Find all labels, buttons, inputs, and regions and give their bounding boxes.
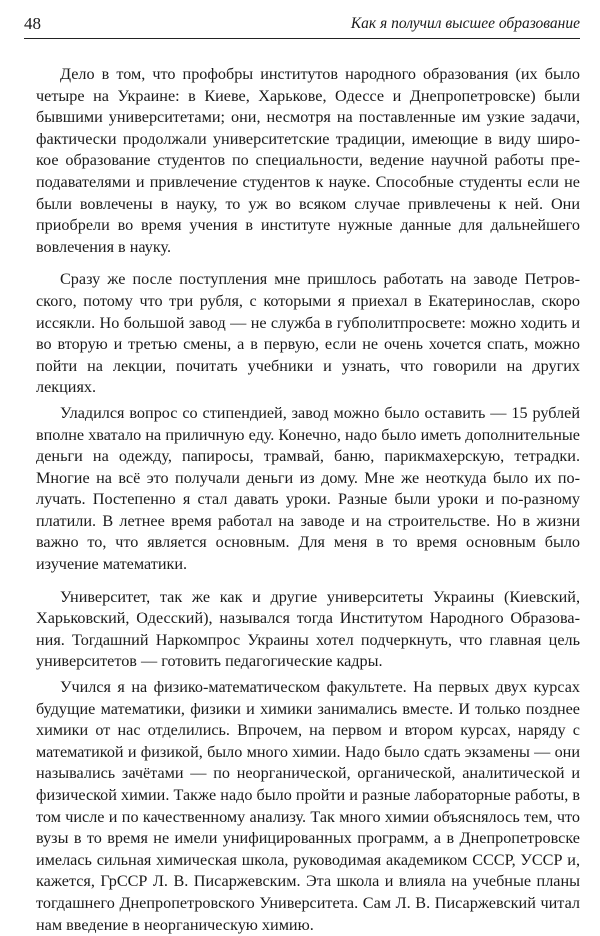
running-header xyxy=(24,14,580,39)
paragraph-3: Уладился вопрос со стипендией, завод можно было оставить — 15 рублей вполне хватало на приличную еду. Конечно, надо было иметь дополнительные деньги на одежду, папиросы, трамвай, баню, парикмахерскую, тетрадки. Многие на всё это получали деньги из дому. Мне же неоткуда было их получать. Постепенно я стал давать уроки. Разные были уроки и по-разному платили. В летнее время работал на заводе и на строительстве. Но в жизни важно то, что является основным. Для меня в то время основным было изучение математики. xyxy=(36,403,580,574)
paragraph-4: Университет, так же как и другие университеты Украины (Киевский, Харьковский, Одесский), назывался тогда Институтом Народного Образования. Тогдашний Наркомпрос Украины хотел подчеркнуть, что главная цель университетов — готовить педагогические кадры. xyxy=(36,587,580,671)
page-number: 48 xyxy=(24,14,41,33)
paragraph-1: Дело в том, что профобры институтов народного образования (их было четыре на Украине: в Киеве, Харькове, Одессе и Днепропетровске) были бывшими университетами; они, несмотря на поставленные им узкие задачи, фактически продолжали университетские традиции, имеющие в виду широкое образование студентов по специальности, ведение научной работы преподавателями и привлечение студентов к науке. Способные студенты если не были вовлечены в науку, то уж во всяком случае привлечены к ней. Они приобрели во время учения в институте нужные данные для дальнейшего вовлечения в науку. xyxy=(36,65,580,256)
running-title: Как я получил высшее образование xyxy=(350,15,580,32)
body-text xyxy=(36,64,580,936)
paragraph-2: Сразу же после поступления мне пришлось работать на заводе Петровского, потому что три рубля, с которыми я приехал в Екатеринослав, скоро иссякли. Но большой завод — не служба в губполитпросвете: можно ходить и во вторую и третью смены, а в первую, если не очень хочется спать, можно пойти на лекции, почитать учебники и узнать, что говорили на других лекциях. xyxy=(36,270,580,397)
paragraph-5: Учился я на физико-математическом факультете. На первых двух курсах будущие математики, физики и химики занимались вместе. И только позднее химики от нас отделились. Впрочем, на первом и втором курсах, наряду с математикой и физикой, было много химии. Надо было сдать экзамены — они назывались зачётами — по неорганической, органической, аналитической и физической химии. Также надо было пройти и разные лабораторные работы, в том числе и по качественному анализу. Так много химии объяснялось тем, что вузы в то время не имели унифицированных программ, а в Днепропетровске имелась сильная химическая школа, руководимая академиком СССР, УССР и, кажется, ГрССР Л. В. Писаржевским. Эта школа и влияла на учебные планы тогдашнего Днепропетровского Университета. Сам Л. В. Писаржевский читал нам введение в неорганическую химию. xyxy=(36,678,580,934)
